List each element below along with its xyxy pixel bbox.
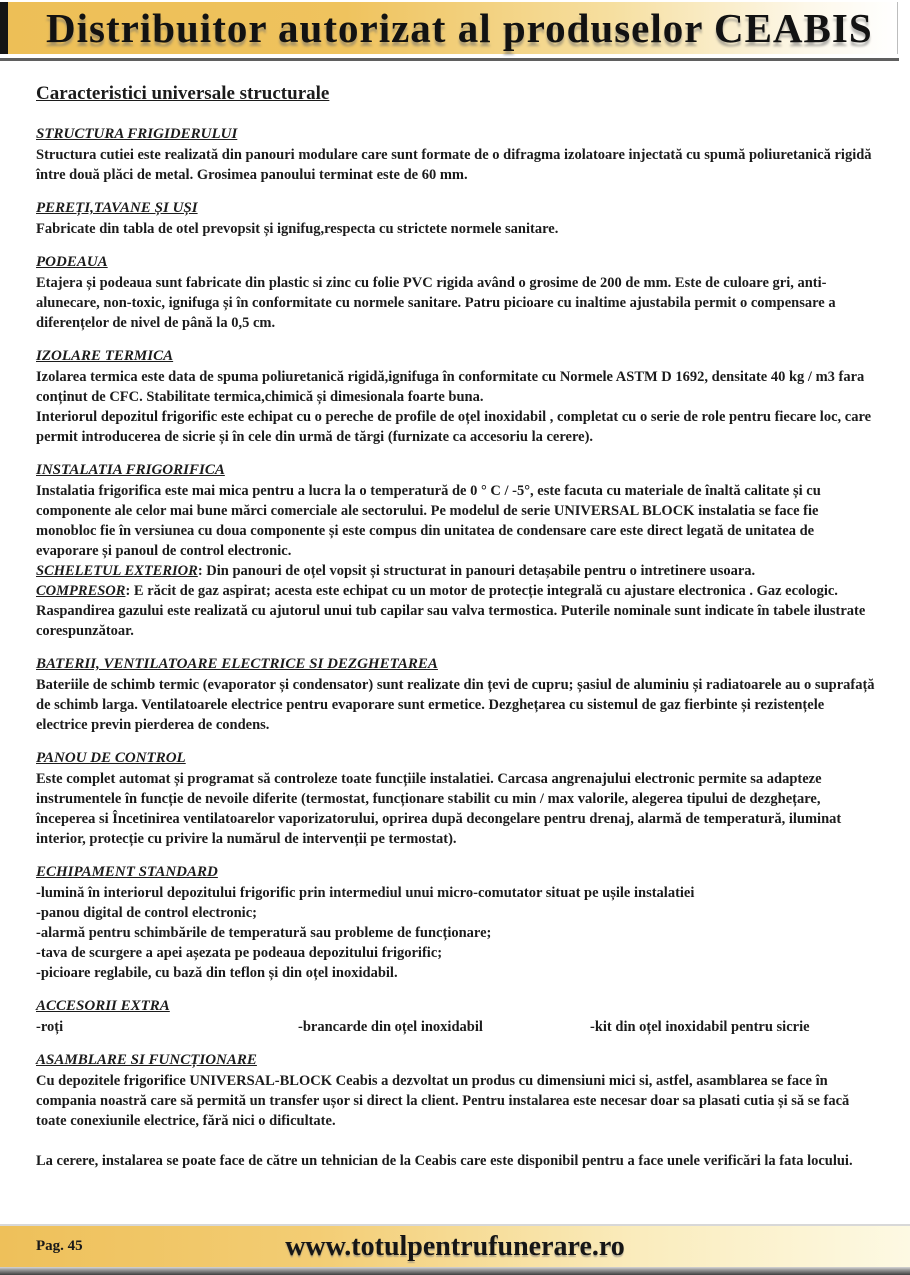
footer <box>0 1224 910 1269</box>
scheletul-exterior-line <box>36 561 878 581</box>
paragraph: Cu depozitele frigorifice UNIVERSAL-BLOCK Ceabis a dezvoltat un produs cu dimensiuni mici si, astfel, asamblarea se face în compania noastră care să permită un transfer ușor si direct la client. Pentru instalarea este necesar doar sa plasati cutia și să se facă toate conexiunile electrice, fără nici o dificultate. <box>36 1073 850 1129</box>
paragraph: Raspandirea gazului este realizată cu ajutorul unui tub capilar sau valva termostica. Puterile nominale sunt indicate în tabele ilustrate corespunzătoar. <box>36 603 866 639</box>
list-item: -alarmă pentru schimbările de temperatură sau probleme de funcționare; <box>36 925 492 941</box>
section-podeaua <box>36 252 878 333</box>
section-heading: PANOU DE CONTROL <box>36 750 186 766</box>
accessories-row <box>36 1017 878 1037</box>
paragraph: Bateriile de schimb termic (evaporator și condensator) sunt realizate din țevi de cupru; șasiul de aluminiu și radiatoarele au o suprafață de schimb larga. Ventilatoarele electrice pentru evaporare sunt ermetice. Dezghețarea cu sistemul de gaz fierbinte și rezistențele electrice previn pierderea de condens. <box>36 677 875 733</box>
section-pereti-tavane-usi <box>36 198 878 239</box>
section-heading: ASAMBLARE SI FUNCȚIONARE <box>36 1052 257 1068</box>
section-heading: PODEAUA <box>36 254 108 270</box>
banner-title: Distribuitor autorizat al produselor CEABIS <box>46 5 873 51</box>
list-item: -lumină în interiorul depozitului frigorific prin intermediul unui micro-comutator situat pe ușile instalatiei <box>36 885 695 901</box>
list-item: -tava de scurgere a apei așezata pe podeaua depozitului frigorific; <box>36 945 443 961</box>
accessory-item: -roți <box>36 1019 64 1035</box>
section-panou-de-control <box>36 748 878 849</box>
paragraph: Este complet automat și programat să controleze toate funcțiile instalatiei. Carcasa angrenajului electronic permite sa adapteze instrumentele în funcție de nevoile diferite (termostat, funcționare stabilit cu min / max valorile, alegerea tipului de dezghețare, începerea si Încetinirea ventilatoarelor vaporizatorului, oprirea după decongelare pentru drenaj, alarmă de temperatură, iluminat interior, protecție cu privire la numărul de intervenții pe termostat). <box>36 771 842 847</box>
section-heading: IZOLARE TERMICA <box>36 348 174 364</box>
list-item: -picioare reglabile, cu bază din teflon și din oțel inoxidabil. <box>36 965 398 981</box>
section-heading: INSTALATIA FRIGORIFICA <box>36 462 225 478</box>
compresor-line <box>36 581 878 601</box>
section-heading: STRUCTURA FRIGIDERULUI <box>36 126 238 142</box>
section-accesorii-extra <box>36 996 878 1037</box>
paragraph: La cerere, instalarea se poate face de către un tehnician de la Ceabis care este disponibil pentru a face unele verificări la fata locului. <box>36 1153 853 1169</box>
section-echipament-standard <box>36 862 878 983</box>
bottom-strip <box>0 1267 910 1275</box>
section-instalatia-frigorifica <box>36 460 878 641</box>
section-heading: BATERII, VENTILATOARE ELECTRICE SI DEZGHETAREA <box>36 656 438 672</box>
paragraph: Structura cutiei este realizată din panouri modulare care sunt formate de o difragma izolatoare injectată cu spumă poliuretanică rigidă între două plăci de metal. Grosimea panoului terminat este de 60 mm. <box>36 147 872 183</box>
accessory-item: -kit din oțel inoxidabil pentru sicrie <box>590 1019 810 1035</box>
section-heading: ECHIPAMENT STANDARD <box>36 864 218 880</box>
website-link[interactable]: www.totulpentrufunerare.ro <box>285 1231 625 1262</box>
paragraph: Fabricate din tabla de otel prevopsit și ignifug,respecta cu strictete normele sanitare. <box>36 221 559 237</box>
list-item: -panou digital de control electronic; <box>36 905 257 921</box>
section-baterii-ventilatoare <box>36 654 878 735</box>
page-title: Caracteristici universale structurale <box>36 83 330 104</box>
paragraph: Interiorul depozitul frigorific este echipat cu o pereche de profile de oțel inoxidabil , completat cu o serie de role pentru fiecare loc, care permit introducerea de sicrie și în cele din urmă de tărgi (furnizate ca accesoriu la cerere). <box>36 409 872 445</box>
section-asamblare-functionare <box>36 1050 878 1171</box>
paragraph: Etajera și podeaua sunt fabricate din plastic si zinc cu folie PVC rigida având o grosime de 200 de mm. Este de culoare gri, anti-alunecare, non-toxic, ignifuga și în conformitate cu normele sanitare. Patru picioare cu inaltime ajustabila permit o compensare a diferențelor de nivel de până la 0,5 cm. <box>36 275 836 331</box>
page-number: Pag. 45 <box>36 1238 83 1254</box>
paragraph: Izolarea termica este data de spuma poliuretanică rigidă,ignifuga în conformitate cu Normele ASTM D 1692, densitate 40 kg / m3 fara conținut de CFC. Stabilitate termica,chimică și dimesionala foarte buna. <box>36 369 865 405</box>
section-izolare-termica <box>36 346 878 447</box>
accessory-item: -brancarde din oțel inoxidabil <box>298 1019 483 1035</box>
inline-heading: SCHELETUL EXTERIOR <box>36 563 198 579</box>
inline-heading: COMPRESOR <box>36 583 126 599</box>
inline-text: : E răcit de gaz aspirat; acesta este echipat cu un motor de protecție integrală cu ajustare electronica . Gaz ecologic. <box>125 583 838 599</box>
section-structura-frigiderului <box>36 124 878 185</box>
banner-rule <box>0 58 899 61</box>
section-heading: ACCESORII EXTRA <box>36 998 170 1014</box>
banner <box>0 2 898 54</box>
document-body <box>36 84 878 1171</box>
paragraph: Instalatia frigorifica este mai mica pentru a lucra la o temperatură de 0 ° C / -5°, este facuta cu materiale de înaltă calitate și cu componente ale celor mai bune mărci comerciale ale sectorului. Pe modelul de serie UNIVERSAL BLOCK instalatia se face fie monobloc fie în versiunea cu doua componente și este compus din unitatea de condensare care este direct legată de unitatea de evaporare și panoul de control electronic. <box>36 483 821 559</box>
inline-text: : Din panouri de oțel vopsit și structurat in panouri detașabile pentru o intretinere usoara. <box>197 563 756 579</box>
section-heading: PEREȚI,TAVANE ȘI UȘI <box>36 200 198 216</box>
